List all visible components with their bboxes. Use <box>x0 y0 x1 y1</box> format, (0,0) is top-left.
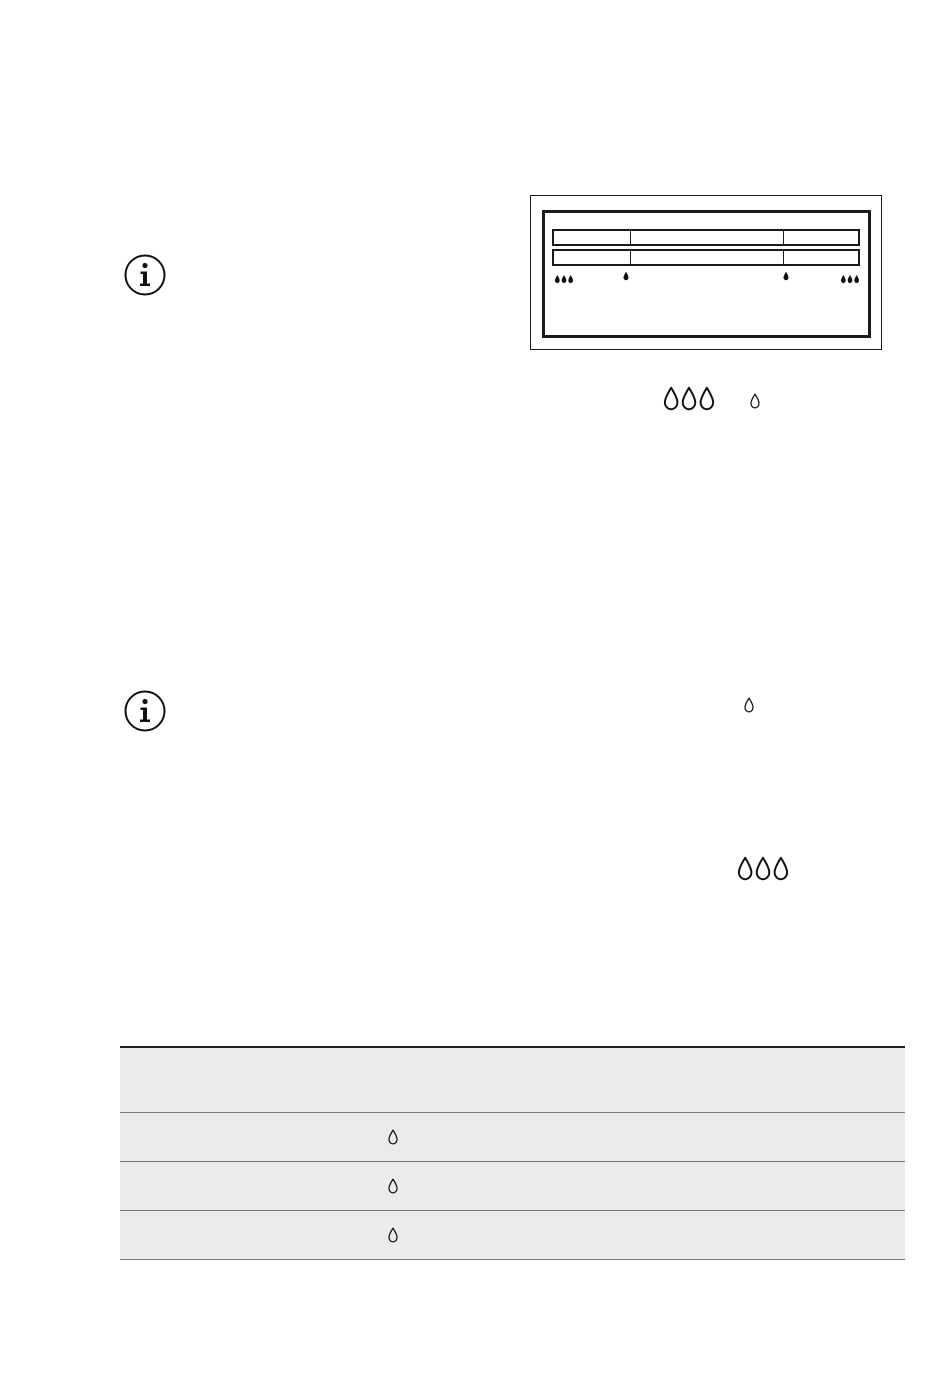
info-icon <box>124 690 166 732</box>
triple-drop-outline-icon <box>662 386 716 411</box>
drop-outline-icon <box>749 393 761 409</box>
table-row <box>120 1211 905 1260</box>
drop-outline-icon <box>387 1129 399 1145</box>
triple-drop-outline-icon <box>736 856 790 881</box>
drop-outline-icon <box>387 1227 399 1243</box>
drop-icon <box>622 271 630 281</box>
drop-outline-icon <box>743 697 755 713</box>
display-bar-bottom <box>552 249 860 266</box>
table-header-row <box>120 1048 905 1113</box>
info-icon <box>124 254 166 296</box>
water-hardness-table <box>120 1046 905 1260</box>
triple-drop-icon <box>554 271 574 281</box>
display-bar-top <box>552 229 860 246</box>
table-row <box>120 1162 905 1211</box>
drop-outline-icon <box>387 1178 399 1194</box>
drop-icon <box>782 271 790 281</box>
triple-drop-icon <box>840 271 860 281</box>
table-row <box>120 1113 905 1162</box>
